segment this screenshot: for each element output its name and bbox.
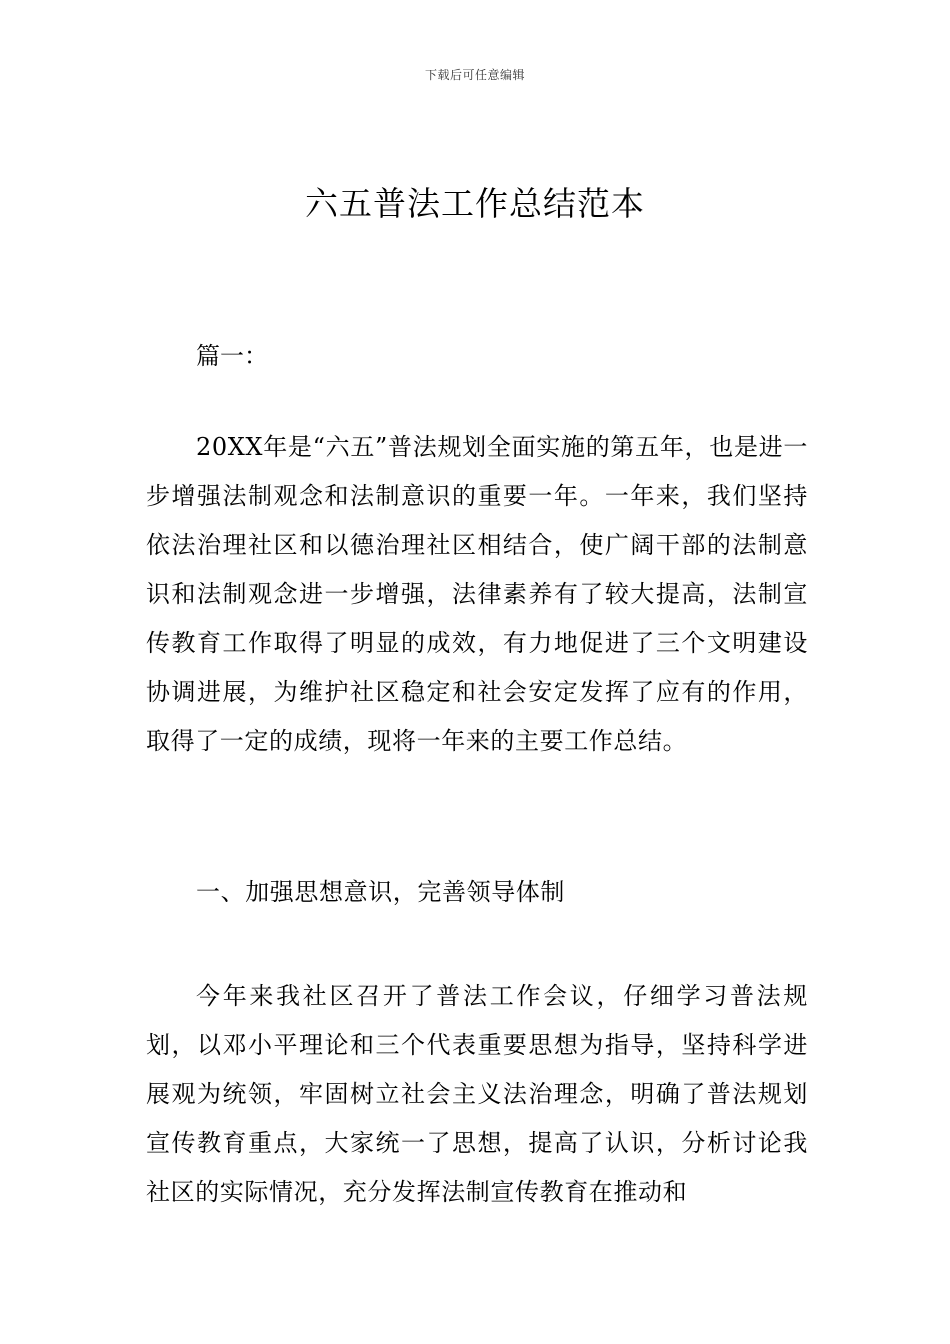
header-note: 下载后可任意编辑 xyxy=(424,68,525,82)
section-heading: 一、加强思想意识，完善领导体制 xyxy=(196,878,565,906)
section-label: 篇一： xyxy=(196,342,268,370)
paragraph-intro: 20XX年是“六五”普法规划全面实施的第五年，也是进一步增强法制观念和法制意识的重要一年。一年来，我们坚持依法治理社区和以德治理社区相结合，使广阔干部的法制意识和法制观念进一步增强，法律素养有了较大提高，法制宣传教育工作取得了明显的成效，有力地促进了三个文明建设协调进展，为维护社区稳定和社会安定发挥了应有的作用，取得了一定的成绩，现将一年来的主要工作总结。 xyxy=(146,433,808,755)
paragraph-body: 今年来我社区召开了普法工作会议，仔细学习普法规划，以邓小平理论和三个代表重要思想为指导，坚持科学进展观为统领，牢固树立社会主义法治理念，明确了普法规划宣传教育重点，大家统一了思想，提高了认识，分析讨论我社区的实际情况，充分发挥法制宣传教育在推动和 xyxy=(146,982,808,1206)
document-title: 六五普法工作总结范本 xyxy=(305,184,645,223)
